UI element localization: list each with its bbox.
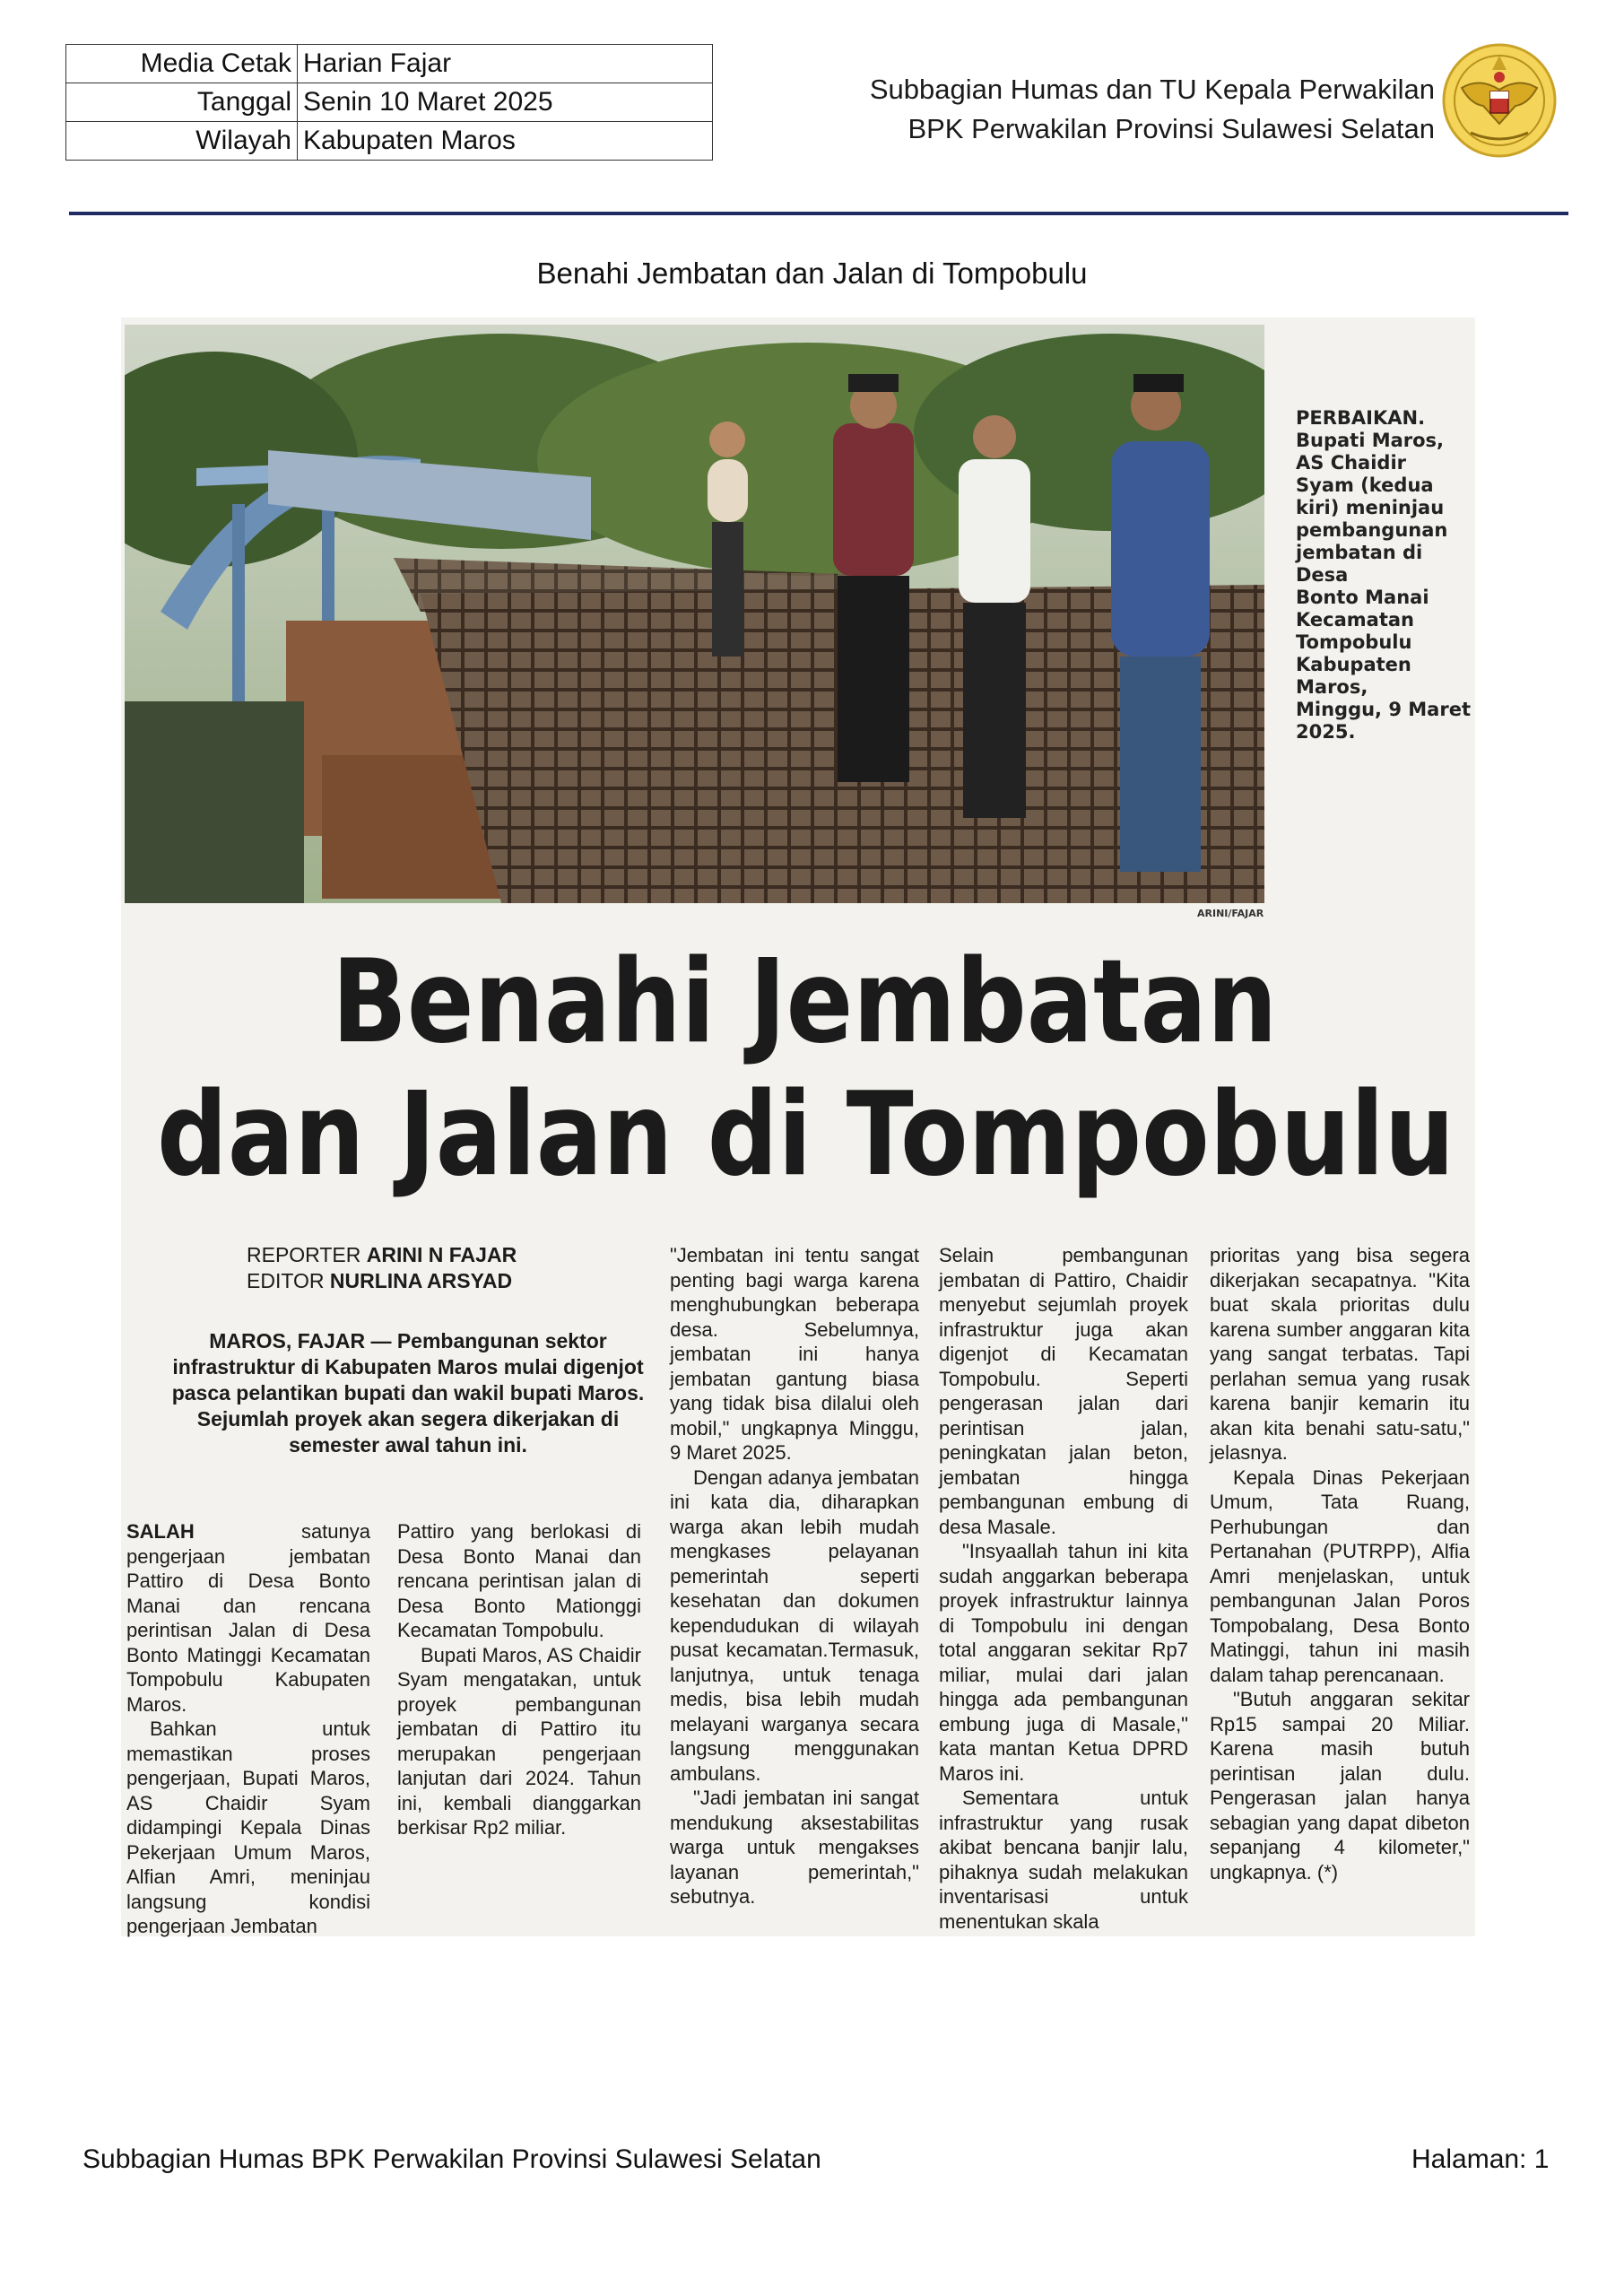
byline bbox=[247, 1242, 641, 1294]
article-lead: MAROS, FAJAR — Pembangunan sektor infrastruktur di Kabupaten Maros mulai digenjot pasca pelantikan bupati dan wakil bupati Maros. Sejumlah proyek akan segera dikerjakan di semester awal tahun ini. bbox=[171, 1329, 645, 1457]
column-paragraph: Selain pembangunan jembatan di Pattiro, Chaidir menyebut sejumlah proyek infrastruktur juga akan digenjot di Kecamatan Tompobulu. Seperti pengerasan jalan dari perintisan jalan, peningkatan jalan beton, jembatan hingga pembangunan embung di desa Masale. bbox=[939, 1244, 1188, 1538]
date-label: Tanggal bbox=[66, 83, 298, 122]
column-paragraph: "Insyaallah tahun ini kita sudah anggarkan beberapa proyek infrastruktur lainnya di Tompobulu ini dengan total anggaran sekitar Rp7 miliar, mulai dari jalan hingga ada pembangunan embung juga di Masale," kata mantan Ketua DPRD Maros ini. bbox=[939, 1540, 1188, 1785]
media-info-table bbox=[65, 44, 713, 161]
table-row bbox=[66, 45, 713, 83]
media-label: Media Cetak bbox=[66, 45, 298, 83]
bpk-emblem-logo bbox=[1435, 36, 1565, 166]
document-title: Benahi Jembatan dan Jalan di Tompobulu bbox=[536, 257, 1088, 290]
reporter-label: REPORTER bbox=[247, 1243, 361, 1266]
header-divider bbox=[69, 212, 1568, 215]
column-paragraph: "Jembatan ini tentu sangat penting bagi warga karena menghubungkan beberapa desa. Sebelumnya, jembatan ini hanya jembatan gantung biasa yang tidak bisa dilalui oleh mobil," ungkapnya Minggu, 9 Maret 2025. bbox=[670, 1244, 919, 1464]
column-paragraph: Bahkan untuk memastikan proses pengerjaan, Bupati Maros, AS Chaidir Syam didampingi Kepala Dinas Pekerjaan Umum Maros, Alfian Amri, meninjau langsung kondisi pengerjaan Jembatan bbox=[126, 1718, 370, 1937]
photo-caption: PERBAIKAN. Bupati Maros, AS Chaidir Syam (kedua kiri) meninjau pembangunan jembatan di Desa Bonto Manai Kecamatan Tompobulu Kabupaten Maros, Minggu, 9 Maret 2025. bbox=[1296, 407, 1471, 743]
article-column-5 bbox=[1210, 1243, 1470, 1884]
column-paragraph: Bupati Maros, AS Chaidir Syam mengatakan, untuk proyek pembangunan jembatan di Pattiro itu merupakan pengerjaan lanjutan dari 2024. Tahun ini, kembali dianggarkan berkisar Rp2 miliar. bbox=[397, 1643, 641, 1839]
column-paragraph: Pattiro yang berlokasi di Desa Bonto Manai dan rencana perintisan jalan di Desa Bonto Mationggi Kecamatan Tompobulu. bbox=[397, 1520, 641, 1641]
dropcap-word: SALAH bbox=[126, 1520, 195, 1543]
table-row bbox=[66, 122, 713, 161]
column-paragraph: "Jadi jembatan ini sangat mendukung aksestabilitas warga untuk mengakses layanan pemerintah," sebutnya. bbox=[670, 1787, 919, 1908]
region-label: Wilayah bbox=[66, 122, 298, 161]
bridge-inspection-photo bbox=[125, 325, 1264, 903]
media-value: Harian Fajar bbox=[298, 45, 713, 83]
article-column-3 bbox=[670, 1243, 919, 1909]
column-paragraph: Kepala Dinas Pekerjaan Umum, Tata Ruang, Perhubungan dan Pertanahan (PUTRPP), Alfia Amri menjelaskan, untuk pembangunan Jalan Poros Tompobalang, Desa Bonto Matinggi, tahun ini masih dalam tahap perencanaan. bbox=[1210, 1465, 1470, 1686]
page-number: Halaman: 1 bbox=[1411, 2144, 1550, 2174]
headline-line-1: Benahi Jembatan bbox=[332, 935, 1278, 1069]
column-paragraph: "Butuh anggaran sekitar Rp15 sampai 20 Miliar. Karena masih butuh perintisan jalan dulu. Pengerasan jalan hanya sebagian yang dapat dibeton sepanjang 4 kilometer," ungkapnya. (*) bbox=[1210, 1688, 1470, 1883]
column-paragraph: Dengan adanya jembatan ini kata dia, diharapkan warga akan lebih mudah mengkases pelayanan pemerintah seperti kesehatan dan dokumen kependudukan di wilayah pusat kecamatan.Termasuk, lanjutnya, untuk tenaga medis, bisa lebih mudah melayani warganya secara langsung menggunakan ambulans. bbox=[670, 1465, 919, 1785]
article-column-2 bbox=[397, 1519, 641, 1840]
editor-name: NURLINA ARSYAD bbox=[329, 1269, 513, 1292]
region-value: Kabupaten Maros bbox=[298, 122, 713, 161]
photo-credit: ARINI/FAJAR bbox=[1197, 908, 1264, 919]
footer-organization: Subbagian Humas BPK Perwakilan Provinsi Sulawesi Selatan bbox=[83, 2144, 821, 2174]
headline-line-2: dan Jalan di Tompobulu bbox=[157, 1068, 1455, 1202]
article-column-4 bbox=[939, 1243, 1188, 1934]
column-paragraph: prioritas yang bisa segera dikerjakan secapatnya. "Kita buat skala prioritas dulu karena sumber anggaran kita yang sangat terbatas. Tapi perlahan semua yang rusak karena banjir kemarin itu akan kita benahi satu-satu," jelasnya. bbox=[1210, 1244, 1470, 1464]
column-paragraph: SALAH satunya pengerjaan jembatan Pattiro di Desa Bonto Manai dan rencana perintisan Jalan di Desa Bonto Matinggi Kecamatan Tompobulu Kabupaten Maros. bbox=[126, 1520, 370, 1716]
editor-label: EDITOR bbox=[247, 1269, 325, 1292]
table-row bbox=[66, 83, 713, 122]
column-paragraph: Sementara untuk infrastruktur yang rusak akibat bencana banjir lalu, pihaknya sudah melakukan inventarisasi untuk menentukan skala bbox=[939, 1787, 1188, 1933]
org-line-2: BPK Perwakilan Provinsi Sulawesi Selatan bbox=[908, 113, 1435, 144]
article-column-1 bbox=[126, 1519, 370, 1939]
org-line-1: Subbagian Humas dan TU Kepala Perwakilan bbox=[869, 74, 1435, 105]
newspaper-clipping bbox=[121, 317, 1475, 1936]
organization-header bbox=[807, 70, 1435, 149]
reporter-name: ARINI N FAJAR bbox=[366, 1243, 517, 1266]
date-value: Senin 10 Maret 2025 bbox=[298, 83, 713, 122]
